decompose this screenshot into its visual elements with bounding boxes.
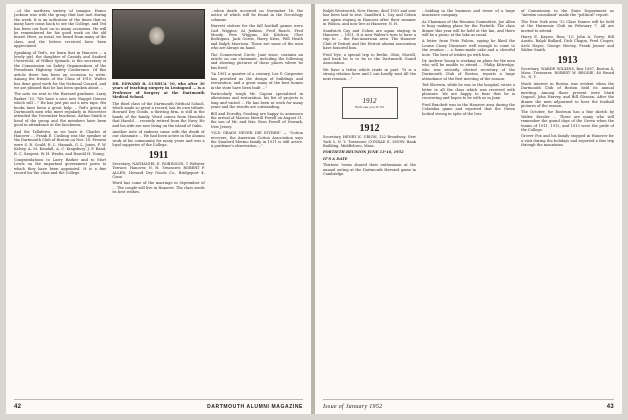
body-text: ...holding in the business and tower of a large insurance company. <box>422 9 515 18</box>
class-year-heading: 1911 <box>148 149 169 161</box>
right-column-3 <box>521 9 614 401</box>
body-text: of Commission in the State Department as "interim consultant" made the "political" report. <box>521 9 614 18</box>
body-text: The note we sent to the Harvard graduate, Larry Barker '10, "We have a nice new Nugget Denver which will ..." He has just put out a new tape. His books have been a great help ... Ted's group of Dartmouth men who meet regularly in Worcester attended the November luncheon. Arthur Smith is head of the group and the members have been good in attendance at the luncheons. <box>14 92 107 128</box>
right-page-footer <box>323 399 614 414</box>
body-text: Sandwich Cay and Cohen are again staying in Hanover ... 1951. It is now Walter's turn to have a trip to ... the Pan-American area. The Hanover Club of Detroit and the Detroit alumni association have honored him. <box>323 28 416 51</box>
body-text: Harvest visitors for the fall football games were Carl Wiggins, Al Jenkins, Fred Roach, Fred Moody, Pete Wiggins, Kit Kitchen, Chet Rodrigues, Jack Curtis, Harry Kriss, Will Heath and Ralph Morrison. Those are some of the men who are always on hand. <box>210 24 303 51</box>
body-text: The Connecticut Circle, June issue, contains an article on our classmate, including the following and showing pictures of those places where he has lived. <box>210 52 303 70</box>
body-text: Congratulations to Larry Barker and to Mort Lewis on the important government posts to which they have been appointed. It is a fine record for the class and the College. <box>14 158 107 176</box>
right-page <box>315 4 622 414</box>
reunion-stamp-year: 1912 <box>362 97 377 106</box>
page-number: 43 <box>606 404 614 410</box>
body-text: Fred Nye, a special trip to Berlin, Ohio; Morrill, and back he is to be in the Dartmouth Guard Association. <box>323 52 416 66</box>
class-officers-1912: Secretary, HENRY K. URION, 122 Broadway, New York 5, N. Y. Treasurer, CONRAD E. SNOW, Bank Building, Middleboro, Mass. <box>323 135 416 148</box>
page-number: 42 <box>14 404 22 410</box>
left-column-1 <box>14 9 106 401</box>
class-year-heading-1912: 1912 <box>359 123 380 135</box>
body-text: Grover Fox and his family stopped in Hanover for a visit during the holidays and reported a fine trip through the mountains. <box>521 134 614 148</box>
reunion-stamp-slogan: We'll see you in '52 <box>354 105 385 110</box>
body-text: And the Tallaferto, as we have it: Charles of Hanover ... Frank E. Cushing was the speaker at the Dartmouth Club of Boston on Nov. 18. Present were S. R. Gould, R. L. Hannah, G. L. Jones, F. W. Kelsey, A. M. Kendall, A. C. Kingsbury, J. P. Rand, R. C. Sargent, W. H. Weeks, and Harold H. Young. <box>14 129 107 156</box>
reunion-heading: FORTIETH REUNION JUNE 13-16, 1952 <box>323 150 404 155</box>
portrait-photo <box>112 9 204 79</box>
left-column-3 <box>211 9 303 401</box>
body-text: ...when death occurred on November 16, the notice of which will be found in the Necrology columns. <box>210 9 303 22</box>
right-column-1 <box>323 9 416 401</box>
photo-caption: DR. EDWARD B. GUSHUA '10, who after 30 years of teaching surgery in Leningrad ... is a Professor of Surgery at the Dartmouth Medical School. <box>112 82 205 100</box>
body-text: We have a letter which reads in part: "It is a strong relation here and I can hardly wait till the next reunion ..." <box>323 67 416 81</box>
body-text: Ralph Wentworth, New Haven, died 1951 and now has been laid to rest. Sandford L. Cay and Cohen are again staying in Hanover after their summer in Wilson, and now live at Hanover, N. H. <box>323 9 416 27</box>
body-text: Harry E. Kayser, Ross '12; John A. Gerry; Bill Austin, Ralph Bullard, Dick Chapin, Fred Cooper, Arch Hayes, George Hersey, Frank Jenner and Walter Smith. <box>521 35 614 53</box>
body-text: Thirteen 'teens shared their enthusiasm at the annual outing at the Dartmouth Harvard game in Cambridge. <box>323 163 416 176</box>
body-text: "In 1951 a quarter of a century, Les P. Carpenter has provided us the design of buildings and restoration, and a great many of the best homes in the state have been built ..." <box>210 72 303 90</box>
right-column-2 <box>422 9 515 401</box>
issue-date: Issue of January 1952 <box>323 404 383 410</box>
class-officers: Secretary, NATHANIEL E. ROBINSON, 1 Webster Terrace, Hanover, N. H. Treasurer, ROBERT P. ALLEN, Howard Dry Goods Co., Bridgeport 4, Conn. <box>112 161 205 179</box>
body-text: The October, for Rostrum has a fine sketch by Walter Kessler ... There are many who will remember the grand days of the Green when the teams of 1911, 1912, and 1913 were the pride of the College. <box>521 110 614 132</box>
reunion-stamp <box>342 87 398 119</box>
body-text: A letter from Fritz Falcon, saying he liked the Louise Casey Dinsmore well enough to come to the reunion ... a home-made cake and a cheerful note. The best of wishes go with him. <box>422 39 515 57</box>
body-text: Another note of sadness came with the death of our classmate ... He had been active in the alumni work of his community for many years and was a loyal supporter of the College. <box>112 130 205 148</box>
body-text: The New York area '12 Class Dinner will be held at the Harmonie Club on February 7. All are invited to attend. <box>521 19 614 33</box>
body-text: Dr. Andrew Young is working on plans for the men who will be unable to attend ... Philip Kittredge, who was recently elected secretary of the Dartmouth Club of Boston, reports a large attendance at the first meeting of the season. <box>422 59 515 81</box>
left-column-2 <box>112 9 204 401</box>
magazine-title: DARTMOUTH ALUMNI MAGAZINE <box>207 404 303 410</box>
body-text: Particularly tough Mr. Caponi specialized in alterations and restoration, his list of projects is long and varied ... He has been at work for many years and the results are outstanding. <box>210 91 303 110</box>
body-text: Bill and Dorothy Gooding are happy to announce the arrival of Marcus Merrill Powell on August 31, the son of Mr. and Mrs. Ross Powell of Newark, New Jersey. <box>210 111 303 129</box>
class-officers-1913: Secretary, WARDE WILKINS, Box 1087, Boston 4, Mass. Treasurer, ROBERT W. BRODIE, 40 Broad St., N. Y. <box>521 66 614 80</box>
body-text: Much interest in Boston was evident when the Dartmouth Club of Boston held its annual meeting. Among those present were Mark Osgood, John Harvey, and Bill Gleason. After the dinner the men adjourned to hear the football pictures of the season. <box>521 81 614 108</box>
body-text: Ted Sherwin, while he was in the hospital, wrote a letter to all the class which was received with pleasure. We are happy to hear that he is recovering and hopes to be with us in June. <box>422 83 515 101</box>
body-text: As Chairman of the Reunion Committee, Joe Allen is busy making plans for the Fortieth. The class dinner this year will be held at the Inn, and there will be a picnic at the lake as usual. <box>422 19 515 38</box>
class-year-heading-1913: 1913 <box>557 54 578 66</box>
left-page-footer <box>14 399 303 414</box>
left-page <box>6 4 311 414</box>
body-text: ...of the northern variety of tanager, Honce Jackson was with the group that last met during the week. It is an indication of the times that so many have come back to see the College, and Ted has been our host on so many occasions. He will be remembered for his good work on the old board. Here, as usual, we heard from many of the class, and the letters received have been appreciated. <box>14 9 107 49</box>
body-text: The third class of the Dartmouth Medical School, which made so great a record, has its own tribute. Howard Dry Goods, a thriving firm, is still in the hands of the family. Word comes from Honolulu that Harold ... recently retired from the Navy. He and his wife are now living on the island of Oahu. <box>112 101 205 128</box>
body-text: "OLD GRADS NEVER DIE EITHER" — "Cotton recovers, the American Cotton Association says the Stanford Merino family in 1911 is still active. A gardener's observation ..." <box>210 131 303 149</box>
body-text: Word has come of the marriage in September of ... The couple will live in Hanover. The class sends its best wishes. <box>112 181 205 195</box>
body-text: Fred Brackett was in the Hanover area during the Columbia game and reported that the Green looked strong in spite of the loss. <box>422 102 515 116</box>
body-text: Speaking of Ted's, we learn that in Hanover ... a lovely girl, the daughter of Cassidy and Sanford Unterricht, of Wilbur Spinach, is the secretary of the Commission on Safety Organizations of the Presidents Highway Safety Conference. Of this article there has been an occasion to write. Among the friends of the Class of 1910, Walter has done good work for the National Council, and we are pleased that he has been spoken about ... <box>14 50 107 90</box>
reunion-subheading: IT'S A DATE <box>323 156 348 161</box>
